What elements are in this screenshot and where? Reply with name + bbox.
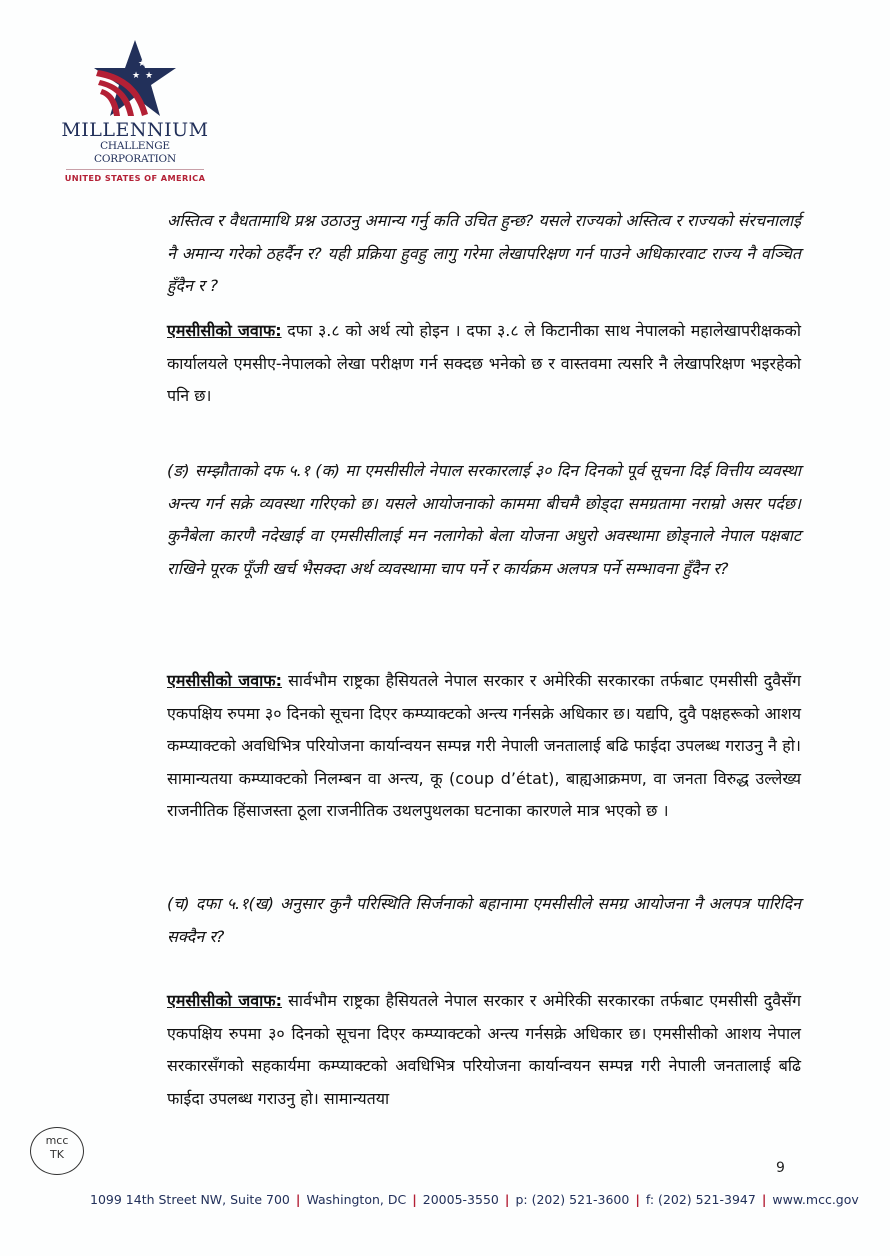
question-paragraph: अस्तित्व र वैधतामाथि प्रश्न उठाउनु अमान्य गर्नु कति उचित हुन्छ? यसले राज्यको अस्तित्व र राज्यको संरचनालाई नै अमान्य गरेको ठहर्दैन र? यही प्रक्रिया हुवहु लागु गरेमा लेखापरिक्षण गर्न पाउने अधिकारवाट राज्य नै वञ्चित हुँदैन र ?: [167, 211, 801, 295]
footer-website-link[interactable]: www.mcc.gov: [772, 1192, 859, 1207]
page-number: 9: [776, 1160, 785, 1176]
footer-separator: |: [295, 1192, 301, 1207]
logo-divider: [66, 169, 204, 170]
footer-fax: f: (202) 521-3947: [645, 1192, 756, 1207]
answer-label: एमसीसीको जवाफ:: [167, 671, 283, 690]
answer-label: एमसीसीको जवाफ:: [167, 321, 282, 340]
footer-zip: 20005-3550: [422, 1192, 499, 1207]
answer-text: दफा ३.८ को अर्थ त्यो होइन । दफा ३.८ ले किटानीका साथ नेपालको महालेखापरीक्षकको कार्यालयले एमसीए-नेपालको लेखा परीक्षण गर्न सक्दछ भनेको छ र वास्तवमा त्यसरि नै लेखापरिक्षण भइरहेको पनि छ।: [167, 321, 801, 405]
logo-line-2: CHALLENGE CORPORATION: [94, 140, 176, 165]
logo-line-3: UNITED STATES OF AMERICA: [64, 173, 206, 183]
mcc-logo: [60, 38, 210, 183]
answer-paragraph: [167, 985, 801, 1115]
svg-text:★: ★: [145, 71, 154, 81]
footer-phone: p: (202) 521-3600: [515, 1192, 630, 1207]
logo-line-1: MILLENNIUM: [61, 119, 209, 141]
answer-text: सार्वभौम राष्ट्रका हैसियतले नेपाल सरकार र अमेरिकी सरकारका तर्फबाट एमसीसी दुवैसँग एकपक्षिय रुपमा ३० दिनको सूचना दिएर कम्प्याक्टको अन्त्य गर्नसक्रे अधिकार छ। एमसीसीको आशय नेपाल सरकारसँगको सहकार्यमा कम्प्याक्टको अवधिभित्र परियोजना कार्यान्वयन सम्पन्न गरी नेपाली जनतालाई बढि फाईदा उपलब्ध गराउनु हो। सामान्यतया: [167, 991, 801, 1108]
answer-paragraph: [167, 665, 801, 828]
footer-address: 1099 14th Street NW, Suite 700: [90, 1192, 290, 1207]
svg-text:★: ★: [138, 59, 147, 69]
question-paragraph: (ङ) सम्झौताको दफ ५.१ (क) मा एमसीसीले नेपाल सरकारलाई ३० दिन दिनको पूर्व सूचना दिई वित्तीय व्यवस्था अन्त्य गर्न सक्रे व्यवस्था गरिएको छ। यसले आयोजनाको काममा बीचमै छोड्दा समग्रतामा नराम्रो असर पर्दछ। कुनैबेला कारणै नदेखाई वा एमसीसीलाई मन नलागेको बेला योजना अधुरो अवस्थामा छोड्नाले नेपाल पक्षबाट राखिने पूरक पूँजी खर्च भैसक्दा अर्थ व्यवस्थामा चाप पर्ने र कार्यक्रम अलपत्र पर्ने सम्भावना हुँदैन र?: [167, 461, 801, 578]
stamp-line-1: mcc: [45, 1134, 69, 1147]
footer-separator: |: [412, 1192, 417, 1207]
star-logo-icon: [92, 38, 178, 118]
footer-separator: |: [761, 1192, 767, 1207]
stamp-line-2: TK: [50, 1148, 64, 1161]
answer-paragraph: [167, 315, 801, 413]
initials-stamp: [30, 1127, 84, 1175]
answer-text: सार्वभौम राष्ट्रका हैसियतले नेपाल सरकार र अमेरिकी सरकारका तर्फबाट एमसीसी दुवैसँग एकपक्षिय रुपमा ३० दिनको सूचना दिएर कम्प्याक्टको अन्त्य गर्नसक्रे अधिकार छ। यद्यपि, दुवै पक्षहरूको आशय कम्प्याक्टको अवधिभित्र परियोजना कार्यान्वयन सम्पन्न गरी नेपाली जनतालाई बढि फाईदा उपलब्ध गराउनु नै हो। सामान्यतया कम्प्याक्टको निलम्बन वा अन्त्य, कू (coup d’état), बाह्यआक्रमण, वा जनता विरुद्ध उल्लेख्य राजनीतिक हिंसाजस्ता ठूला राजनीतिक उथलपुथलका घटनाका कारणले मात्र भएको छ ।: [167, 671, 801, 820]
svg-text:★: ★: [132, 71, 141, 81]
footer-separator: |: [635, 1192, 640, 1207]
answer-label: एमसीसीको जवाफ:: [167, 991, 283, 1010]
footer: [90, 1192, 859, 1207]
footer-separator: |: [504, 1192, 510, 1207]
footer-city: Washington, DC: [306, 1192, 407, 1207]
question-paragraph: (च) दफा ५.१(ख) अनुसार कुनै परिस्थिति सिर्जनाको बहानामा एमसीसीले समग्र आयोजना नै अलपत्र पारिदिन सक्दैन र?: [167, 894, 801, 946]
